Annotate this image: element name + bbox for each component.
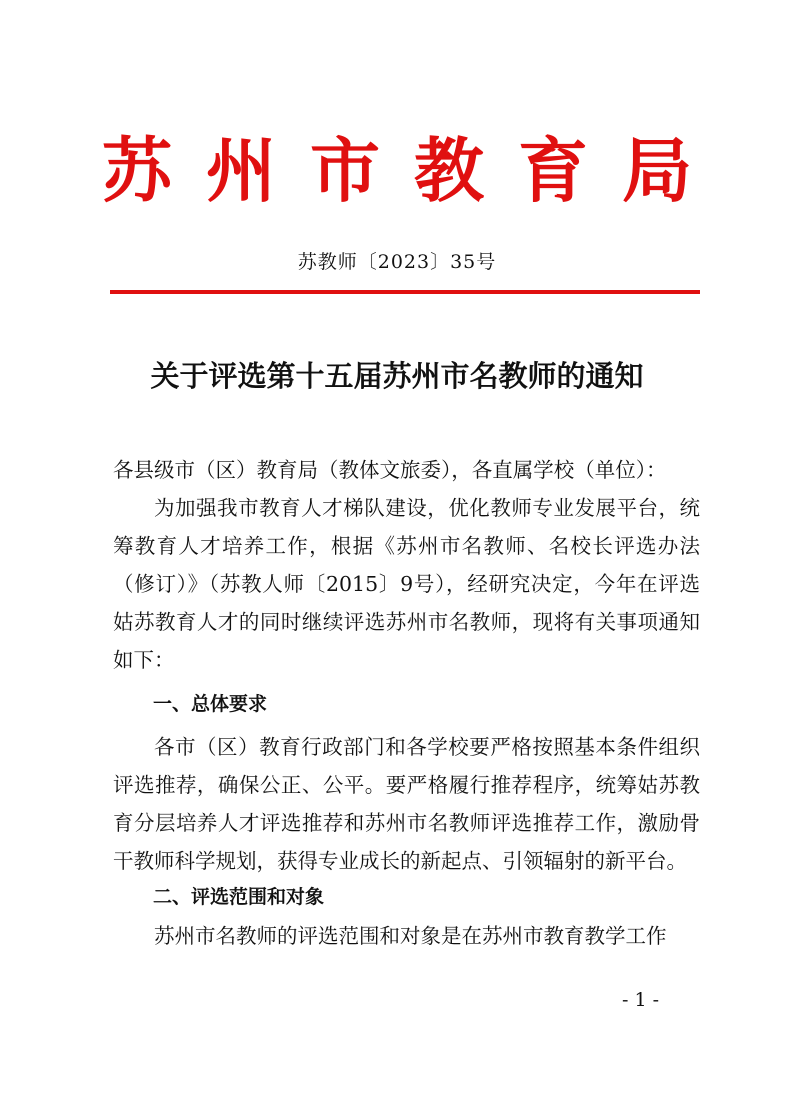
page-number: - 1 -	[622, 989, 660, 1011]
salutation: 各县级市（区）教育局（教体文旅委），各直属学校（单位）：	[113, 458, 667, 482]
section-paragraph-scope-and-targets: 苏州市名教师的评选范围和对象是在苏州市教育教学工作	[154, 924, 667, 948]
section-heading-general-requirements: 一、总体要求	[153, 693, 268, 715]
intro-paragraph: 为加强我市教育人才梯队建设，优化教师专业发展平台，统筹教育人才培养工作，根据《苏州市名教师、名校长评选办法（修订）》（苏教人师〔2015〕9号），经研究决定，今年在评选姑苏教育人才的同时继续评选苏州市名教师，现将有关事项通知如下：	[113, 496, 700, 672]
red-separator-rule	[110, 290, 700, 294]
document-number: 苏教师〔2023〕35号	[297, 251, 497, 273]
section-paragraph-general-requirements: 各市（区）教育行政部门和各学校要严格按照基本条件组织评选推荐，确保公正、公平。要严格履行推荐程序，统筹姑苏教育分层培养人才评选推荐和苏州市名教师评选推荐工作，激励骨干教师科学规划，获得专业成长的新起点、引领辐射的新平台。	[113, 735, 700, 873]
document-title: 关于评选第十五届苏州市名教师的通知	[150, 359, 644, 393]
issuing-organization-title: 苏州市教育局	[102, 129, 726, 212]
section-heading-scope-and-targets: 二、评选范围和对象	[153, 886, 325, 908]
